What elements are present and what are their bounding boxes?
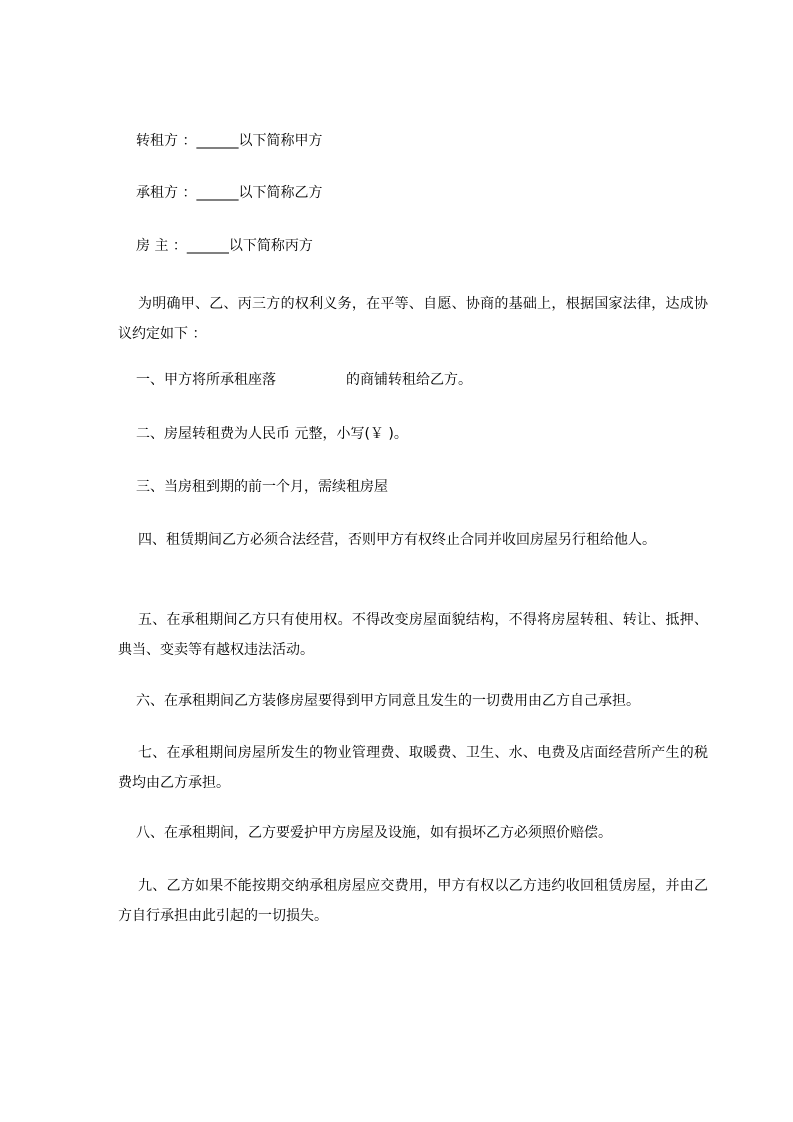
sublessor-line: 转租方 ：______以下简称甲方 [136, 133, 323, 149]
clause-2: 二、房屋转租费为人民币 元整，小写(￥ )。 [136, 426, 408, 442]
clause-5: 五、在承租期间乙方只有使用权。不得改变房屋面貌结构，不得将房屋转租、转让、抵押、典当、变卖等有越权违法活动。 [118, 612, 708, 658]
clause-1: 一、甲方将所承租座落 的商铺转租给乙方。 [136, 372, 472, 388]
clause-8: 八、在承租期间，乙方要爱护甲方房屋及设施，如有损坏乙方必须照价赔偿。 [136, 825, 612, 841]
clause-4: 四、租赁期间乙方必须合法经营，否则甲方有权终止合同并收回房屋另行租给他人。 [138, 532, 656, 548]
clause-6: 六、在承租期间乙方装修房屋要得到甲方同意且发生的一切费用由乙方自己承担。 [136, 693, 640, 709]
clause-3: 三、当房租到期的前一个月，需续租房屋 [136, 479, 388, 495]
preamble-paragraph: 为明确甲、乙、丙三方的权利义务，在平等、自愿、协商的基础上，根据国家法律，达成协议约定如下 ： [118, 296, 708, 342]
clause-7: 七、在承租期间房屋所发生的物业管理费、取暖费、卫生、水、电费及店面经营所产生的税费均由乙方承担。 [118, 745, 708, 791]
sublessee-line: 承租方 ：______以下简称乙方 [136, 185, 323, 201]
landlord-line: 房 主 ：______以下简称丙方 [136, 238, 313, 254]
clause-9: 九、乙方如果不能按期交纳承租房屋应交费用，甲方有权以乙方违约收回租赁房屋，并由乙方自行承担由此引起的一切损失。 [118, 878, 708, 924]
